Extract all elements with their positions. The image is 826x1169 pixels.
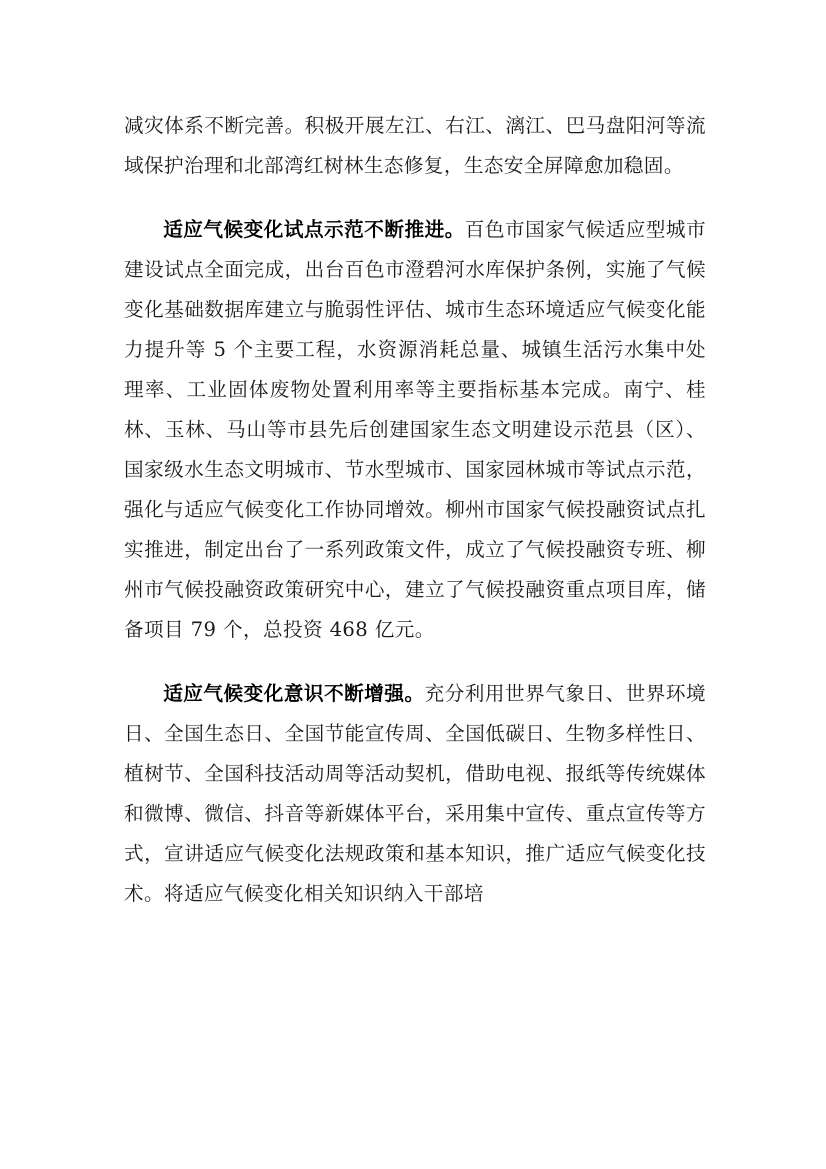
document-page <box>124 106 706 914</box>
paragraph-pilot-demonstration <box>124 210 706 650</box>
paragraph-text: 充分利用世界气象日、世界环境日、全国生态日、全国节能宣传周、全国低碳日、生物多样性日、植树节、全国科技活动周等活动契机，借助电视、报纸等传统媒体和微博、微信、抖音等新媒体平台，采用集中宣传、重点宣传等方式，宣讲适应气候变化法规政策和基本知识，推广适应气候变化技术。将适应气候变化相关知识纳入干部培 <box>124 682 706 905</box>
paragraph-lead: 适应气候变化试点示范不断推进。 <box>163 218 465 241</box>
paragraph-disaster-reduction <box>124 106 706 186</box>
paragraph-awareness <box>124 674 706 914</box>
paragraph-text: 减灾体系不断完善。积极开展左江、右江、漓江、巴马盘阳河等流域保护治理和北部湾红树林生态修复，生态安全屏障愈加稳固。 <box>124 114 706 177</box>
paragraph-text: 百色市国家气候适应型城市建设试点全面完成，出台百色市澄碧河水库保护条例，实施了气候变化基础数据库建立与脆弱性评估、城市生态环境适应气候变化能力提升等 5 个主要工程，水资源消耗总量、城镇生活污水集中处理率、工业固体废物处置利用率等主要指标基本完成。南宁、桂林、玉林、马山等市县先后创建国家生态文明建设示范县（区）、国家级水生态文明城市、节水型城市、国家园林城市等试点示范，强化与适应气候变化工作协同增效。柳州市国家气候投融资试点扎实推进，制定出台了一系列政策文件，成立了气候投融资专班、柳州市气候投融资政策研究中心，建立了气候投融资重点项目库，储备项目 79 个，总投资 468 亿元。 <box>124 218 706 641</box>
paragraph-lead: 适应气候变化意识不断增强。 <box>163 682 425 705</box>
